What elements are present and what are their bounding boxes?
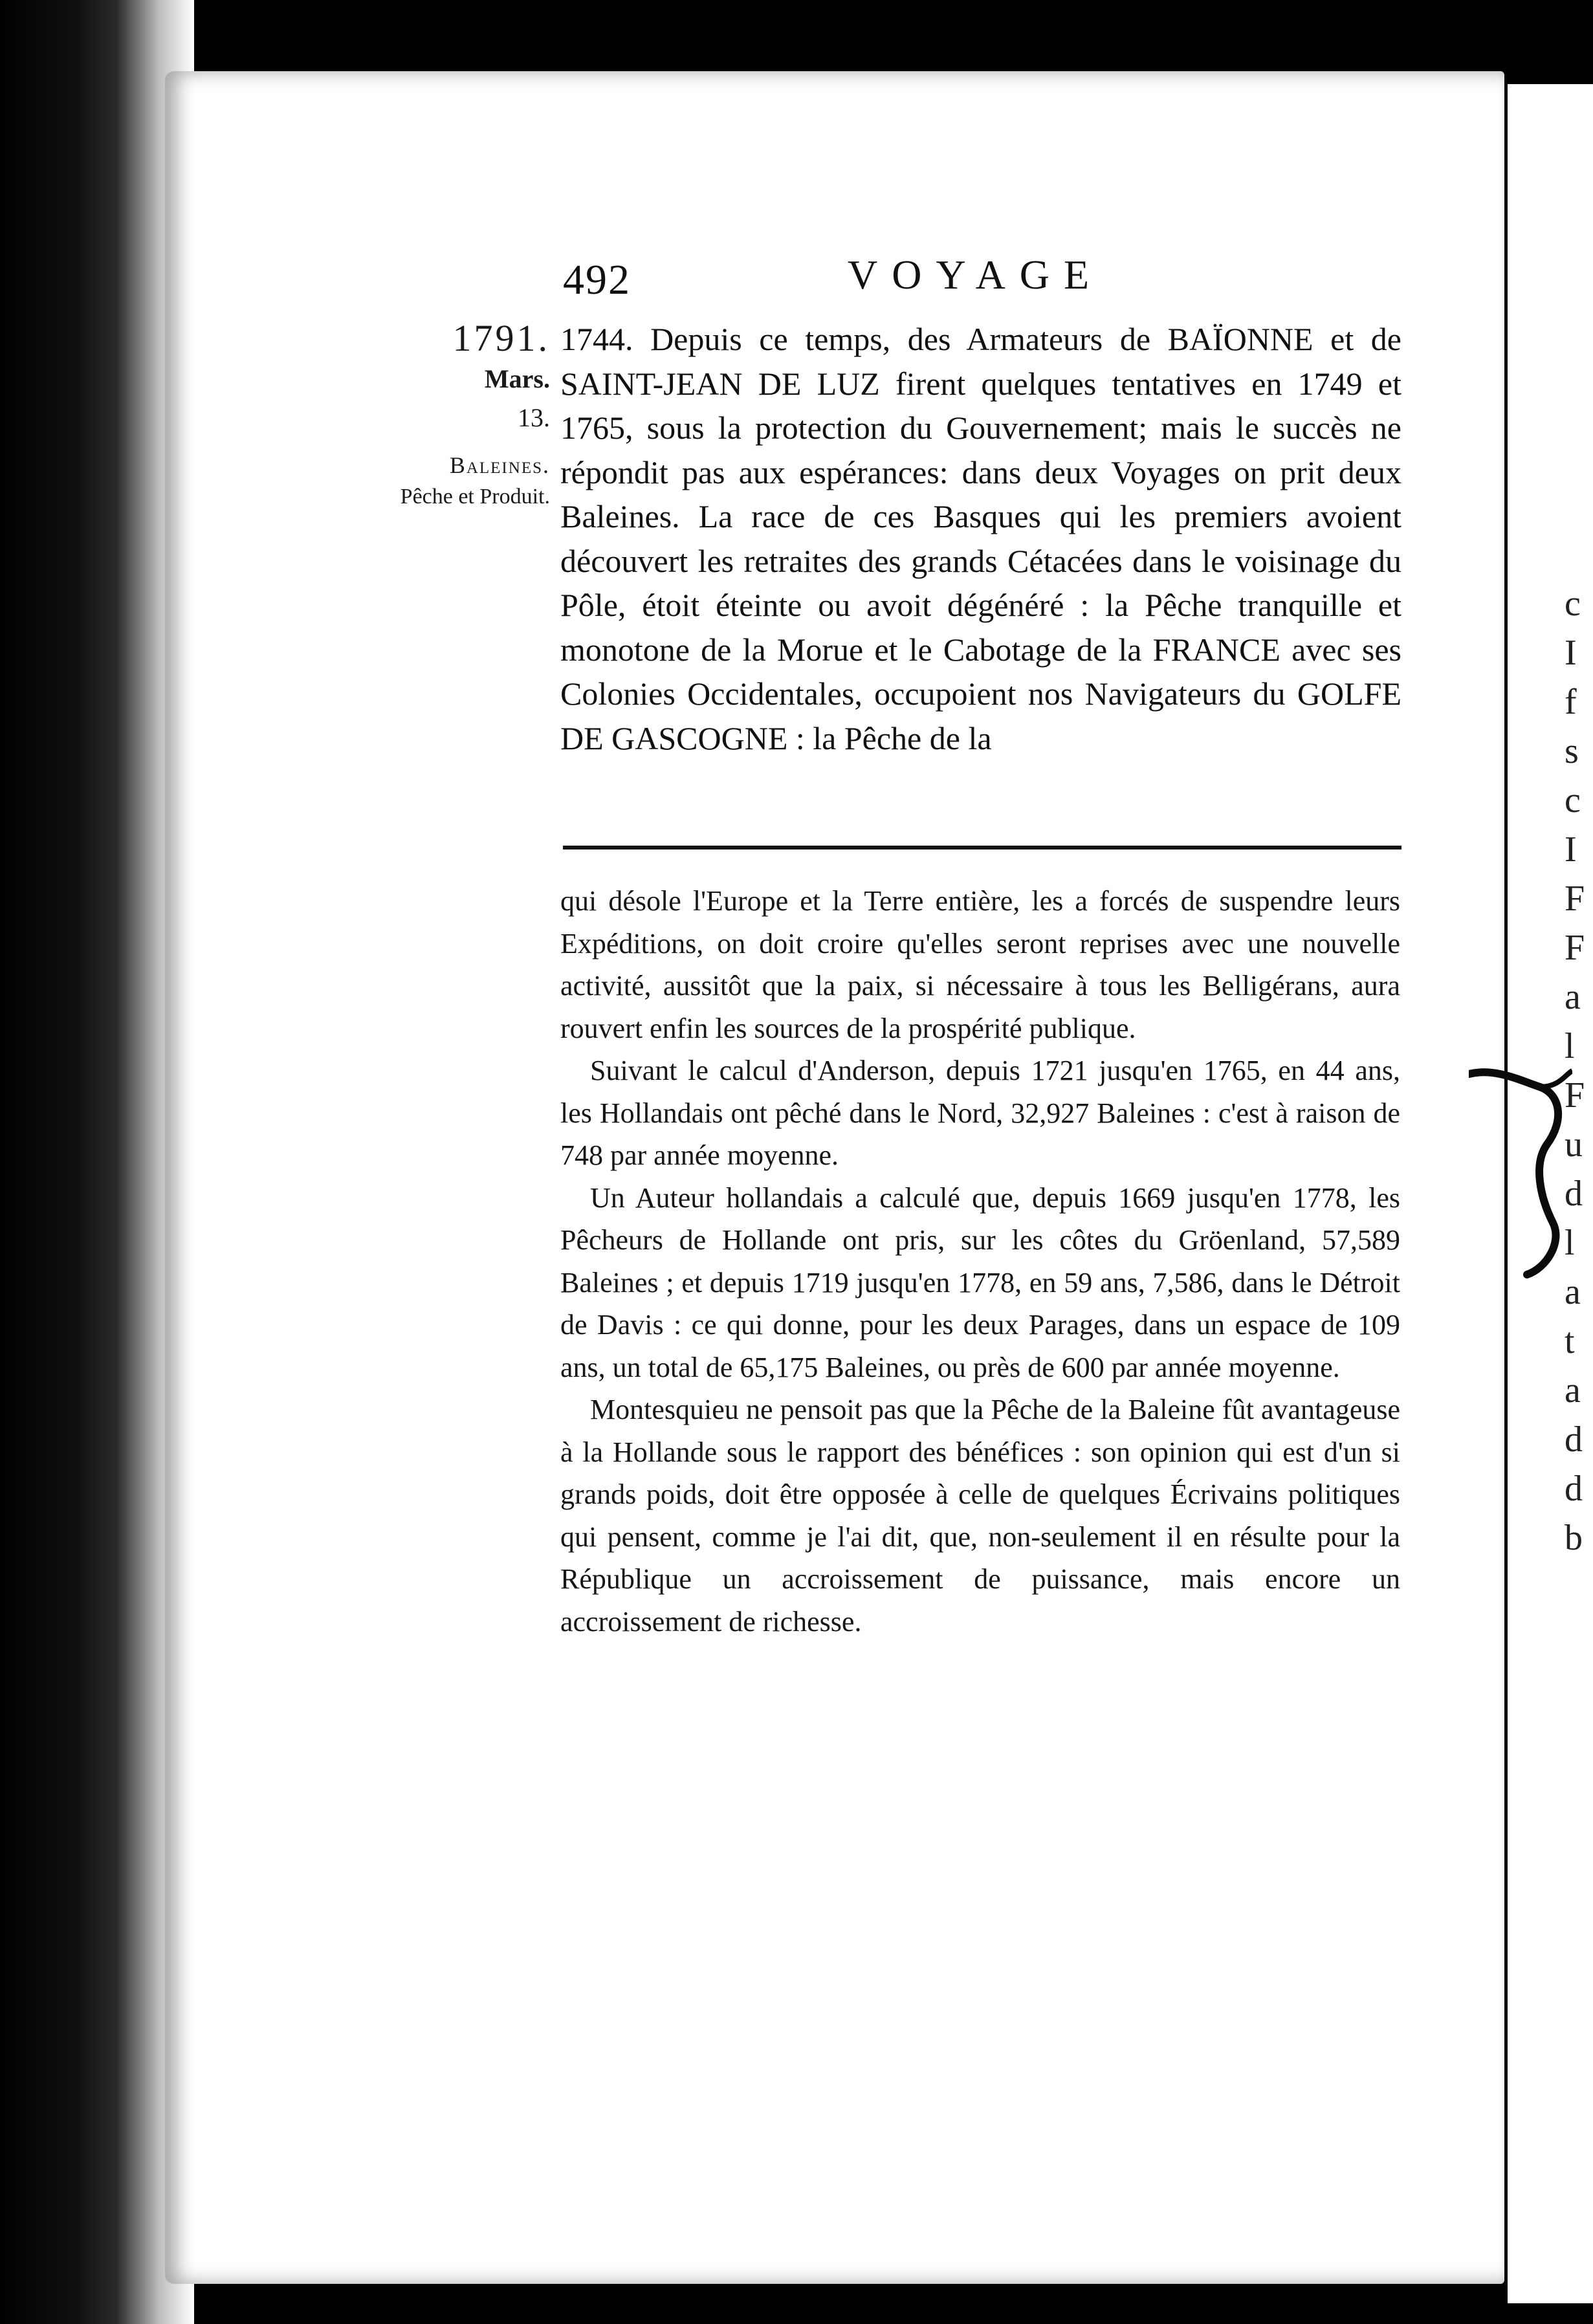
bleed-letter: l [1565,1223,1575,1263]
bleed-letter: d [1565,1469,1583,1509]
page-number: 492 [563,256,631,303]
running-title: VOYAGE [848,252,1104,298]
bleed-letter: c [1565,780,1581,820]
bleed-letter: b [1565,1518,1583,1558]
facing-page-bleed [1565,582,1590,1562]
footnote-continuation: qui désole l'Europe et la Terre entière, les a forcés de suspendre leurs Expéditions, on doit croire qu'elles seront reprises avec une nouvelle activité, aussitôt que la paix, si nécessaire à tous les Belligérans, aura rouvert enfin les sources de la prospérité publique. [560,885,1400,1044]
bleed-letter: f [1565,682,1577,722]
margin-subtopic: Pêche et Produit. [400,485,550,509]
footnote-paragraph: Suivant le calcul d'Anderson, depuis 1721 jusqu'en 1765, en 44 ans, les Hollandais ont pêché dans le Nord, 32,927 Baleines : c'est à raison de 748 par année moyenne. [560,1055,1400,1171]
margin-month: Mars. [484,364,550,393]
bleed-letter: a [1565,977,1581,1017]
footnote-paragraph: Un Auteur hollandais a calculé que, depuis 1669 jusqu'en 1778, les Pêcheurs de Hollande ont pris, sur les côtes du Gröenland, 57,589 Baleines ; et depuis 1719 jusqu'en 1778, en 59 ans, 7,586, dans le Détroit de Davis : ce qui donne, pour les deux Parages, dans un espace de 109 ans, un total de 65,175 Baleines, ou près de 600 par année moyenne. [560,1181,1400,1383]
bleed-letter: t [1565,1321,1575,1361]
bleed-letter: l [1565,1026,1575,1066]
bleed-letter: I [1565,829,1577,870]
bleed-letter: a [1565,1370,1581,1410]
margin-notes [362,316,550,512]
margin-topic: Baleines. [449,452,550,478]
bleed-letter: I [1565,633,1577,673]
bleed-letter: F [1565,1075,1585,1115]
bleed-letter: F [1565,928,1585,968]
bleed-letter: s [1565,731,1579,771]
main-paragraph: 1744. Depuis ce temps, des Armateurs de BAÏONNE et de SAINT-JEAN DE LUZ firent quelques tentatives en 1749 et 1765, sous la protection du Gouvernement; mais le succès ne répondit pas aux espérances: dans deux Voyages on prit deux Baleines. La race de ces Basques qui les premiers avoient découvert les retraites des grands Cétacées dans le voisinage du Pôle, étoit éteinte ou avoit dégénéré : la Pêche tranquille et monotone de la Morue et le Cabotage de la FRANCE avec ses Colonies Occidentales, occupoient nos Navigateurs du GOLFE DE GASCOGNE : la Pêche de la [560,321,1401,756]
footnote-rule [563,846,1401,850]
margin-year: 1791. [452,317,550,359]
main-text [560,317,1401,760]
bleed-letter: c [1565,584,1581,624]
bleed-letter: F [1565,879,1585,919]
margin-day: 13. [518,403,550,432]
bleed-letter: d [1565,1420,1583,1460]
bleed-letter: u [1565,1124,1583,1165]
footnote-paragraph: Montesquieu ne pensoit pas que la Pêche de la Baleine fût avantageuse à la Hollande sous le rapport des bénéfices : son opinion qui est d'un si grands poids, doit être opposée à celle de quelques Écrivains politiques qui pensent, comme je l'ai dit, que, non-seulement il en résulte pour la République un accroissement de puissance, mais encore un accroissement de richesse. [560,1394,1400,1638]
bleed-letter: d [1565,1174,1583,1214]
binding-cord-icon [1469,1061,1572,1281]
bleed-letter: a [1565,1272,1581,1312]
footnotes [560,880,1400,1643]
